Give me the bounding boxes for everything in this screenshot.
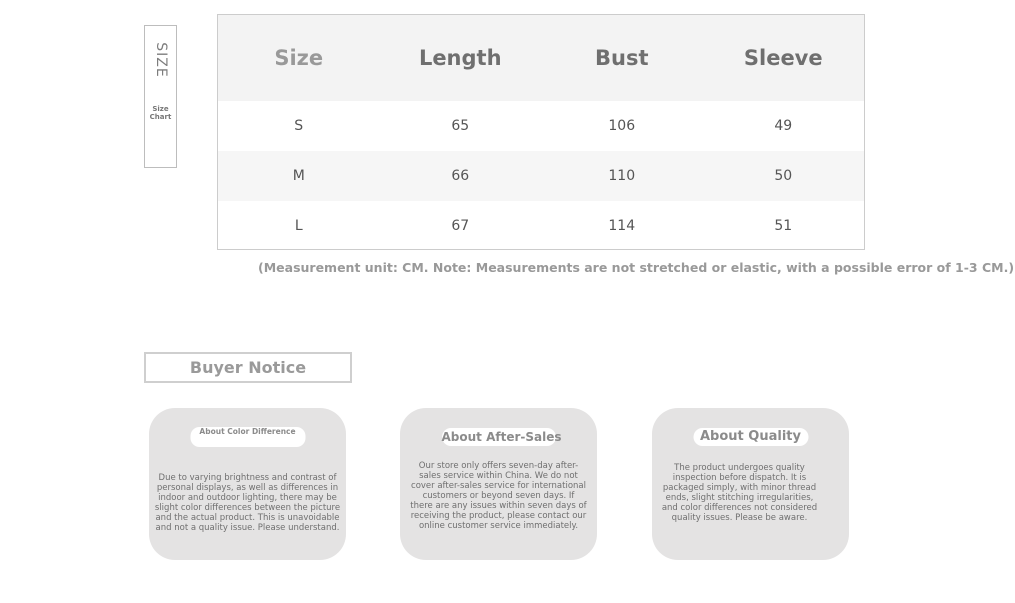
cell-bust: 106: [608, 118, 636, 134]
table-row: [218, 151, 864, 201]
card-body: Due to varying brightness and contrast of personal displays, as well as differences in indoor and outdoor lighting, there may be slight color differences between the picture and the actual product. This is unavoidable and not a quality issue. Please understand.: [154, 473, 341, 533]
card-title: About Color Difference: [190, 427, 305, 447]
cell-sleeve: 51: [774, 218, 793, 234]
notice-card-after-sales: [400, 408, 597, 560]
cell-sleeve: 49: [774, 118, 793, 134]
header-bust: Bust: [541, 15, 703, 101]
header-length: Length: [380, 15, 542, 101]
cell-length: 67: [451, 218, 470, 234]
table-header-row: [218, 15, 864, 101]
table-row: [218, 201, 864, 251]
cell-length: 66: [380, 151, 542, 201]
card-body: Our store only offers seven-day after-sales service within China. We do not cover after-sales service for international customers or beyond seven days. If there are any issues within seven days of receiving the product, please contact our online customer service immediately.: [410, 461, 587, 531]
header-sleeve: Sleeve: [703, 15, 865, 101]
cell-bust: 110: [541, 151, 703, 201]
size-chart-sublabel: Size Chart: [149, 105, 172, 121]
cell-bust: 114: [608, 218, 636, 234]
size-vertical-label: SIZE: [152, 42, 169, 78]
buyer-notice-title: Buyer Notice: [144, 352, 352, 383]
notice-card-quality: [652, 408, 849, 560]
size-chart-tab: [144, 25, 177, 168]
cell-length: 65: [451, 118, 470, 134]
size-table: [217, 14, 865, 250]
card-title: About Quality: [693, 428, 808, 446]
header-size: Size: [218, 15, 380, 101]
table-row: [218, 101, 864, 151]
card-body: The product undergoes quality inspection before dispatch. It is packaged simply, with minor thread ends, slight stitching irregularities, and color differences not considered quality issues. Please be aware.: [661, 463, 818, 523]
cell-size: S: [294, 118, 304, 134]
card-title: About After-Sales: [441, 430, 562, 444]
cell-size: L: [294, 218, 303, 234]
cell-sleeve: 50: [703, 151, 865, 201]
notice-card-color-difference: [149, 408, 346, 560]
cell-size: M: [218, 151, 380, 201]
measurement-note: (Measurement unit: CM. Note: Measurements are not stretched or elastic, with a possible error of 1-3 CM.): [258, 260, 1015, 275]
